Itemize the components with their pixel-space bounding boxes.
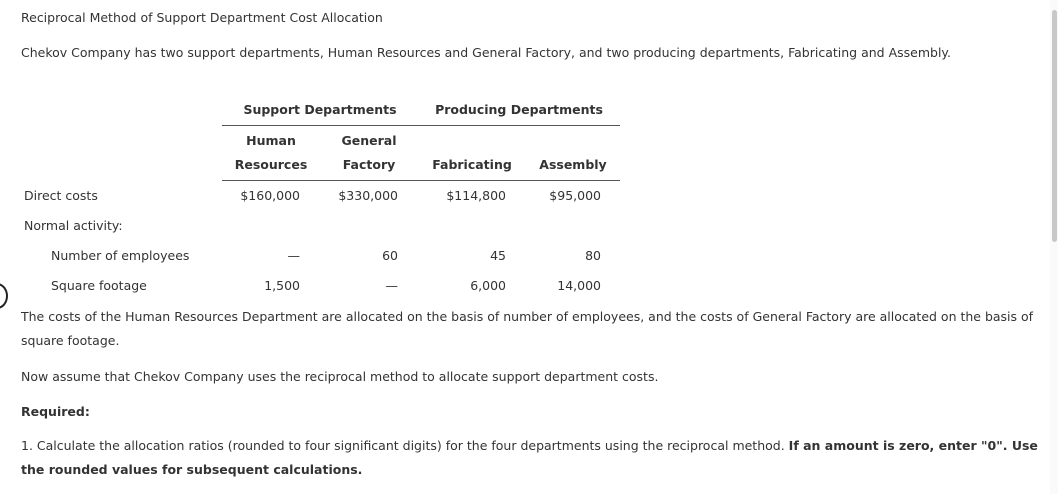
- col-assembly: Assembly: [539, 157, 607, 172]
- row-label-normal-activity: Normal activity:: [24, 218, 123, 233]
- producing-departments-header: Producing Departments: [435, 102, 603, 117]
- cell-sqft-asm: 14,000: [557, 278, 601, 293]
- header-bottom-rule: [222, 180, 620, 181]
- cell-direct-fab: $114,800: [446, 188, 506, 203]
- col-gf-line1: General: [341, 133, 397, 148]
- row-label-employees: Number of employees: [51, 248, 190, 263]
- basis-text: The costs of the Human Resources Department are allocated on the basis of number of employees, and the costs of General Factory are allocated on the basis of square footage.: [21, 309, 1034, 348]
- cell-employees-hr: —: [287, 248, 300, 263]
- cell-employees-gf: 60: [382, 248, 398, 263]
- col-fabricating: Fabricating: [432, 157, 512, 172]
- cell-employees-fab: 45: [490, 248, 506, 263]
- cell-sqft-gf: —: [385, 278, 398, 293]
- support-departments-header: Support Departments: [243, 102, 397, 117]
- vertical-scrollbar[interactable]: [1050, 0, 1058, 494]
- cell-sqft-fab: 6,000: [470, 278, 506, 293]
- partial-circle-icon: [0, 283, 8, 309]
- col-hr-line1: Human: [246, 133, 296, 148]
- requirement-1: [21, 434, 1046, 482]
- cell-sqft-hr: 1,500: [264, 278, 300, 293]
- header-top-rule: [222, 125, 620, 126]
- scrollbar-thumb[interactable]: [1052, 10, 1057, 242]
- requirement-1-text: 1. Calculate the allocation ratios (rounded to four significant digits) for the four departments using the reciprocal method.: [21, 438, 789, 453]
- required-label: Required:: [21, 404, 90, 419]
- cell-direct-asm: $95,000: [549, 188, 601, 203]
- row-label-direct-costs: Direct costs: [24, 188, 98, 203]
- cell-direct-hr: $160,000: [240, 188, 300, 203]
- cell-employees-asm: 80: [585, 248, 601, 263]
- requirement-1-instructions: If an amount is zero, enter "0". Use the rounded values for subsequent calculations.: [21, 438, 1038, 477]
- col-gf-line2: Factory: [342, 157, 396, 172]
- intro-text: Chekov Company has two support departments, Human Resources and General Factory, and two producing departments, Fabricating and Assembly.: [21, 45, 952, 60]
- col-hr-line2: Resources: [234, 157, 308, 172]
- cell-direct-gf: $330,000: [338, 188, 398, 203]
- row-label-square-footage: Square footage: [51, 278, 147, 293]
- assume-text: Now assume that Chekov Company uses the reciprocal method to allocate support department costs.: [21, 369, 659, 384]
- page-title: Reciprocal Method of Support Department Cost Allocation: [21, 10, 383, 25]
